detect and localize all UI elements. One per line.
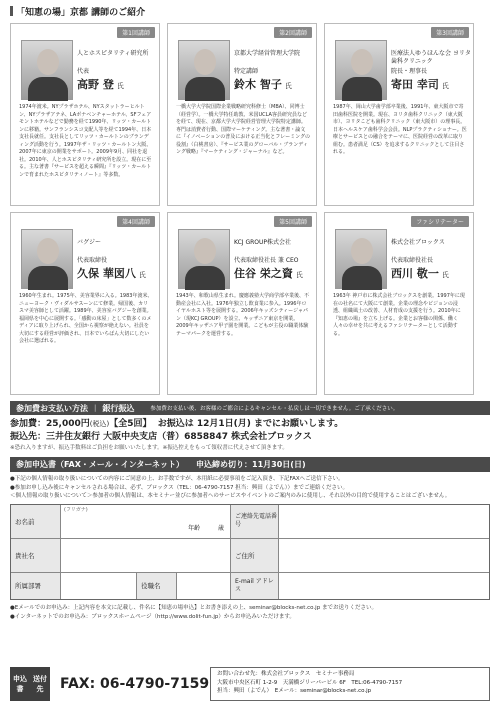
lecturer-bio: 1974年渡米。NYプラザホテル、NYスタットラーヒルトン、NYプラザアテネ、LAボナベンチャーホテル、SFフェアモントホテルなどで勤務を経て1990年、リッツ・カールトンに移籍。サンフランシスコ支配人等を経て1994年、日本支社長就任。支社長としてリッツ・カールトンのブランディング活動を行う。1997年ザ・リッツ・カールトン大阪、2007年に東京の開業をサポート。2009年9月、同社を退社。2010年、人とホスピタリティ研究所を設立。現在に至る。主な著書『サービスを超える瞬間』『リッツ・カールトンで育まれたホスピタリティノート』等多数。 (19, 104, 152, 178)
lecturer-photo (178, 229, 230, 289)
application-notes: ●下記の個人情報の取り扱いについての内容にご同意の上、お手数ですが、本用紙に必要事項をご記入頂き、下記FAXへご送信下さい。 ●参加お申し込み後にキャンセルされる場合は、必ず、ブロックス（TEL：06-4790-7157 担当：興田（よでん））までご連絡ください。 ＜個人情報の取り扱いについて＞参加者の個人情報は、本セミナー並びに参加者へのサービスやイベントのご案内のみに使用し、それ以外の目的で使用することはございません。 (10, 476, 451, 499)
footer (10, 667, 490, 701)
lecturer-name: 寄田 幸司 氏 (391, 78, 449, 91)
lecturer-name: 高野 登 氏 (77, 78, 124, 91)
payment-note: 参加費お支払い後、お客様のご都合によるキャンセル・払戻しは一切できません。ご了承ください。 (150, 406, 399, 412)
lecturer-role: 院長・理事長 (391, 68, 428, 75)
lecture-badge: 第5回講師 (274, 216, 312, 227)
lecturer-bio: 1943年、和歌山県生まれ。慶應義塾大学商学部卒業後、不動産会社に入社。1976年独立し飲食業に参入。1996年ロイヤルホスト等を展開する。2006年キッズシティージャパン（現KCJ GROUP）を設立、キッザニア東京を開業。2009年キッザニア甲子園を開業。こどもが主役の職業体験テーマパークを運営する。 (176, 293, 310, 337)
email-field[interactable] (279, 573, 489, 599)
lecture-badge: 第1回講師 (117, 27, 155, 38)
lecturer-bio: 1987年、岡山大学歯学部卒業後、1991年、東大阪市で寄田歯科医院を開業。現在、ヨリタ歯科クリニック（東大阪市）、ヨリタこども歯科クリニック（東大阪市）の理事長。日本ヘルスケア歯科学会会員。NLPプラクティショナー。医療とサービスとの融合をテーマに、医院経営の改革に取り組む。患者満足（CS）を追求するクリニックとして注目される。 (333, 104, 467, 155)
lecturer-role: 代表取締役社長 (391, 257, 434, 264)
lecturer-org: 医療法人ゆうほんな会 ヨリタ歯科クリニック (391, 50, 471, 65)
position-field[interactable] (177, 573, 231, 599)
lecturer-org: 株式会社ブロックス (391, 239, 445, 246)
lecturer-photo (335, 229, 387, 289)
form-row-dept (11, 573, 489, 599)
lecturer-photo (21, 229, 73, 289)
lecturer-name: 西川 敬一 氏 (391, 267, 449, 280)
address-label: ご住所 (231, 539, 279, 572)
lecturer-photo (335, 40, 387, 100)
furigana-label: (フリガナ) (64, 506, 88, 513)
form-row-company (11, 539, 489, 573)
fax-label: 申込書 送付先 (10, 667, 50, 701)
phone-label: ご連絡先電話番号 (231, 505, 279, 538)
form-row-name (11, 505, 489, 539)
lecturer-bio: 1963年 神戸市に株式会社ブロックスを創業。1997年に現在の社名にて大阪にて創業。企業の理念やビジョンの浸透、組織風土の改善、人材育成の支援を行う。2010年に『知恵の場』を立ち上げる。企業とお客様の関係、働く人々の幸せを共に考えるファシリテーターとして活動する。 (333, 293, 465, 337)
lecture-badge: 第4回講師 (117, 216, 155, 227)
lecturer-card-6 (324, 212, 474, 395)
heading-bar (10, 6, 13, 16)
lecturer-name: 久保 華図八 氏 (77, 267, 146, 280)
contact-box: お問い合わせ先：株式会社ブロックス セミナー事務局 大阪市中央区石町 1-2-9 天満橋ジリーバービル 6F TEL:06-4790-7157 担当：興田（よでん） Eメール：seminar@blocks-net.co.jp (210, 667, 490, 701)
facilitator-badge: ファシリテーター (411, 216, 469, 227)
age-field[interactable]: 年齢 歳 (188, 524, 224, 532)
company-field[interactable] (61, 539, 231, 572)
lecturer-card-1 (10, 23, 160, 206)
lecture-badge: 第2回講師 (274, 27, 312, 38)
lecturer-photo (178, 40, 230, 100)
lecturer-role: 代表取締役社長 兼 CEO (234, 257, 299, 264)
application-form (10, 504, 490, 600)
fee-line: 参加費：25,000円(税込)【全5回】 お振込は 12月1日(月) までにお願いします。 (10, 419, 344, 429)
phone-field[interactable] (279, 505, 489, 538)
lecturer-name: 鈴木 智子 氏 (234, 78, 292, 91)
other-methods: ●Eメールでのお申込み：上記内容を本文に記載し、件名に【知恵の場申込】とお書き添えの上、seminar@blocks-net.co.jp までお送りください。 ●インターネットでのお申込み：ブロックスホームページ（http://www.dolit-fun.jp）からお申込みいただけます。 (10, 604, 377, 620)
lecturer-org: 人とホスピタリティ研究所 (77, 50, 149, 57)
lecturer-card-3 (324, 23, 474, 206)
company-label: 貴社名 (11, 539, 61, 572)
department-label: 所属部署 (11, 573, 61, 599)
name-field[interactable] (61, 505, 231, 538)
lecturer-bio: 一橋大学大学院国際企業戦略研究科修士（MBA）、同博士（経営学）。一橋大学特任助教、米国UCLA客員研究員などを経て、現在、京都大学大学院経営管理大学院特定講師。専門は消費者行動、国際マーケティング。主な著書・論文に『イノベーションの普及における正当化とフレーミングの役割』（白桃書房）、『サービス業のグローバル・ブランディング戦略』『マーケティング・ジャーナル』など。 (176, 104, 311, 155)
flyer-page (10, 6, 490, 701)
payment-header: 参加費お支払い方法 | 銀行振込 参加費お支払い後、お客様のご都合によるキャンセル・払戻しは一切できません。ご了承ください。 (10, 401, 490, 415)
application-header: 参加申込書（FAX・メール・インターネット） 申込締め切り：11月30日(日) (10, 457, 490, 472)
position-label: 役職名 (137, 573, 177, 599)
fax-number: FAX: 06-4790-7159 (60, 676, 210, 692)
lecturer-org: バグジー (77, 239, 102, 246)
bank-info: 振込先：三井住友銀行 大阪中央支店（普）6858847 株式会社ブロックス (10, 432, 312, 442)
name-label: お名前 (11, 505, 61, 538)
payment-section (10, 401, 490, 453)
lecturer-role: 代表 (77, 68, 90, 75)
lecturer-photo (21, 40, 73, 100)
lecture-badge: 第3回講師 (431, 27, 469, 38)
lecturer-grid (10, 23, 490, 395)
payment-remark: ※恐れ入りますが、振込手数料はご負担をお願いいたします。※振込控えをもって領収書に代えさせて頂きます。 (10, 445, 288, 451)
address-field[interactable] (279, 539, 489, 572)
lecturer-card-2 (167, 23, 317, 206)
department-field[interactable] (61, 573, 137, 599)
lecturer-role: 特定講師 (234, 68, 259, 75)
email-label: E-mail アドレス (231, 573, 279, 599)
application-section (10, 457, 490, 600)
lecturer-role: 代表取締役 (77, 257, 108, 264)
lecturer-org: KCJ GROUP株式会社 (234, 239, 292, 246)
lecturer-card-5 (167, 212, 317, 395)
lecturer-org: 京都大学経営管理大学院 (234, 50, 301, 57)
lecturers-heading: 「知恵の場」京都 講師のご紹介 (10, 6, 490, 20)
lecturer-name: 住谷 栄之資 氏 (234, 267, 303, 280)
lecturer-bio: 1960年生まれ。1975年、美容業界に入る。1983年渡米、ニューヨーク・ヴィダルサスーンにて修業。帰国後、カリスマ美容師として活躍。1989年、美容室バグジーを創業。福岡県を中心に展開する。「感動の床屋」として数多くのメディアに取り上げられ、全国から視察が絶えない。社員を大切にする経営が評価され、日本でいちばん大切にしたい会社に選ばれる。 (19, 293, 153, 344)
lecturer-card-4 (10, 212, 160, 395)
